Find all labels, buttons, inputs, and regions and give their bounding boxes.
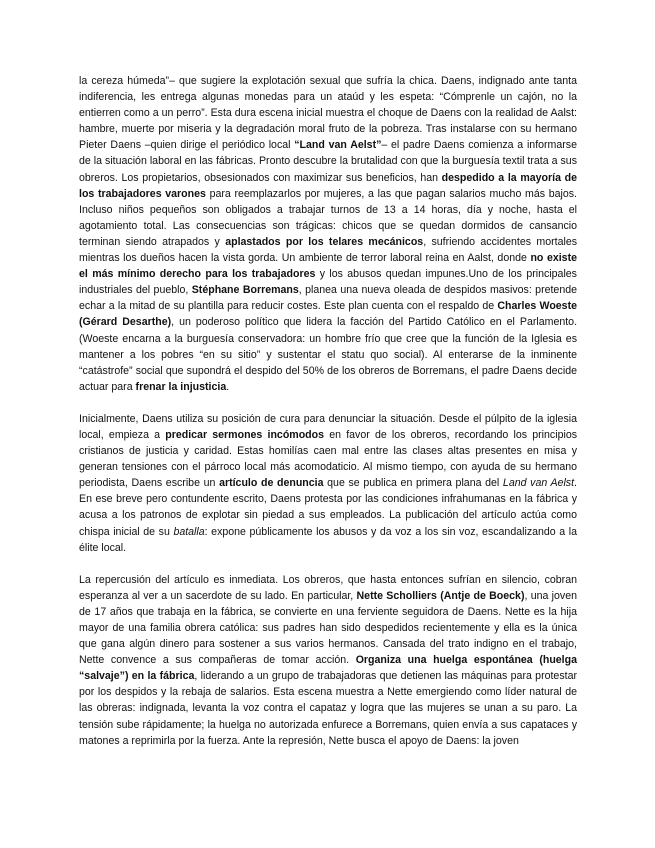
text-run: . (226, 380, 230, 393)
text-run: en favor de los obreros, recordando los principios cristianos de justicia y caridad. Estas homilías caen mal entre las clases altas presentes en misa y generan tensiones con el párroco local más acomodaticio. Al mismo tiempo, con ayuda de su hermano periodista, Daens escribe un (79, 428, 578, 490)
bold-run: Stéphane Borremans (191, 284, 299, 297)
text-run: . En ese breve pero contundente escrito, Daens protesta por las condiciones infrahumanas en la fábrica y acusa a los patronos de explotar sin piedad a sus empleados. La publicación del artículo actúa como chispa inicial de su (79, 477, 577, 538)
paragraph-1 (79, 73, 577, 395)
bold-run: predicar sermones incómodos (165, 428, 325, 441)
text-run: , sufriendo accidentes mortales mientras los dueños hacen la vista gorda. Un ambiente de terror laboral reina en Aalst, donde (79, 235, 578, 265)
text-run: , una joven de 17 años que trabaja en la fábrica, se convierte en una ferviente seguidora de Daens. Nette es la hija mayor de una familia obrera católica: sus padres han sido despedidos recientemente y ella es la única que gana algún dinero para sostener a sus varios hermanos. Cansada del trato indigno en el trabajo, Nette convence a sus compañeras de tomar acción. (79, 589, 577, 667)
bold-run: Organiza una huelga espontánea (huelga “salvaje”) en la fábrica (79, 654, 577, 683)
text-run: , un poderoso político que lidera la facción del Partido Católico en el Parlamento. (Woeste encarna a la burguesía conservadora: un hombre frío que cree que la función de la Iglesia es mantener a los pobres “en su sitio” y sustentar el statu quo social). Al enterarse de la inminente “catástrofe” social que supondrá el despido del 50% de los obreros de Borremans, el padre Daens decide actuar para (79, 316, 578, 393)
italic-run: batalla (173, 525, 205, 538)
paragraph-2 (79, 411, 577, 556)
bold-run: frenar la injusticia (135, 380, 227, 393)
text-run: Inicialmente, Daens utiliza su posición de cura para denunciar la situación. Desde el púlpito de la iglesia local, empieza a (79, 412, 577, 441)
bold-run: Nette Scholliers (Antje de Boeck) (356, 589, 525, 602)
text-run: : expone públicamente los abusos y da voz a los sin voz, escandalizando a la élite local. (79, 525, 577, 554)
text-run: y los abusos quedan impunes.Uno de los principales industriales del pueblo, (79, 268, 577, 297)
bold-run: artículo de denuncia (219, 477, 324, 490)
document-page (79, 73, 577, 749)
text-run: la cereza húmeda”– que sugiere la explotación sexual que sufría la chica. Daens, indignado ante tanta indiferencia, les entrega algunas monedas para un ataúd y les espeta: “Cómprenle un cajón, no la entierren como a un perro”. Esta dura escena inicial muestra el choque de Daens con la realidad de Aalst: hambre, muerte por miseria y la degradación moral fruto de la pobreza. Tras instalarse con su hermano Pieter Daens –quien dirige el periódico local (79, 75, 577, 152)
text-run: , planea una nueva oleada de despidos masivos: pretende echar a la mitad de su plantilla para reducir costes. Este plan cuenta con el respaldo de (79, 284, 577, 313)
text-run: La repercusión del artículo es inmediata. Los obreros, que hasta entonces sufrían en silencio, cobran esperanza al ver a un sacerdote de su lado. En particular, (79, 573, 577, 602)
bold-run: “Land van Aelst” (294, 139, 382, 152)
bold-run: Charles Woeste (Gérard Desarthe) (79, 300, 577, 329)
bold-run: aplastados por los telares mecánicos (225, 235, 424, 248)
bold-run: despedido a la mayoría de los trabajadores varones (79, 171, 577, 200)
text-run: , liderando a un grupo de trabajadoras que detienen las máquinas para protestar por los despidos y la rebaja de salarios. Esta escena muestra a Nette emergiendo como líder natural de las obreras: indignada, levanta la voz contra el capataz y logra que las mujeres se unan a su paro. La tensión sube rápidamente; la huelga no autorizada enfurece a Borremans, quien envía a sus capataces y matones a reprimirla por la fuerza. Ante la represión, Nette busca el apoyo de Daens: la joven (79, 670, 577, 747)
paragraph-3 (79, 572, 577, 749)
text-run: que se publica en primera plana del (323, 477, 503, 490)
italic-run: Land van Aelst (502, 477, 575, 490)
text-run: – el padre Daens comienza a informarse de la situación laboral en las fábricas. Pronto descubre la brutalidad con que la burguesía textil trata a sus obreros. Los propietarios, obsesionados con maximizar sus beneficios, han (79, 139, 577, 184)
bold-run: no existe el más mínimo derecho para los trabajadores (79, 252, 577, 281)
text-run: para reemplazarlos por mujeres, a las que pagan salarios mucho más bajos. Incluso niños pequeños son obligados a trabajar turnos de 13 a 14 horas, día y noche, hasta el agotamiento total. Las consecuencias son trágicas: chicos que se quedan dormidos de cansancio terminan siendo atrapados y (79, 187, 577, 248)
